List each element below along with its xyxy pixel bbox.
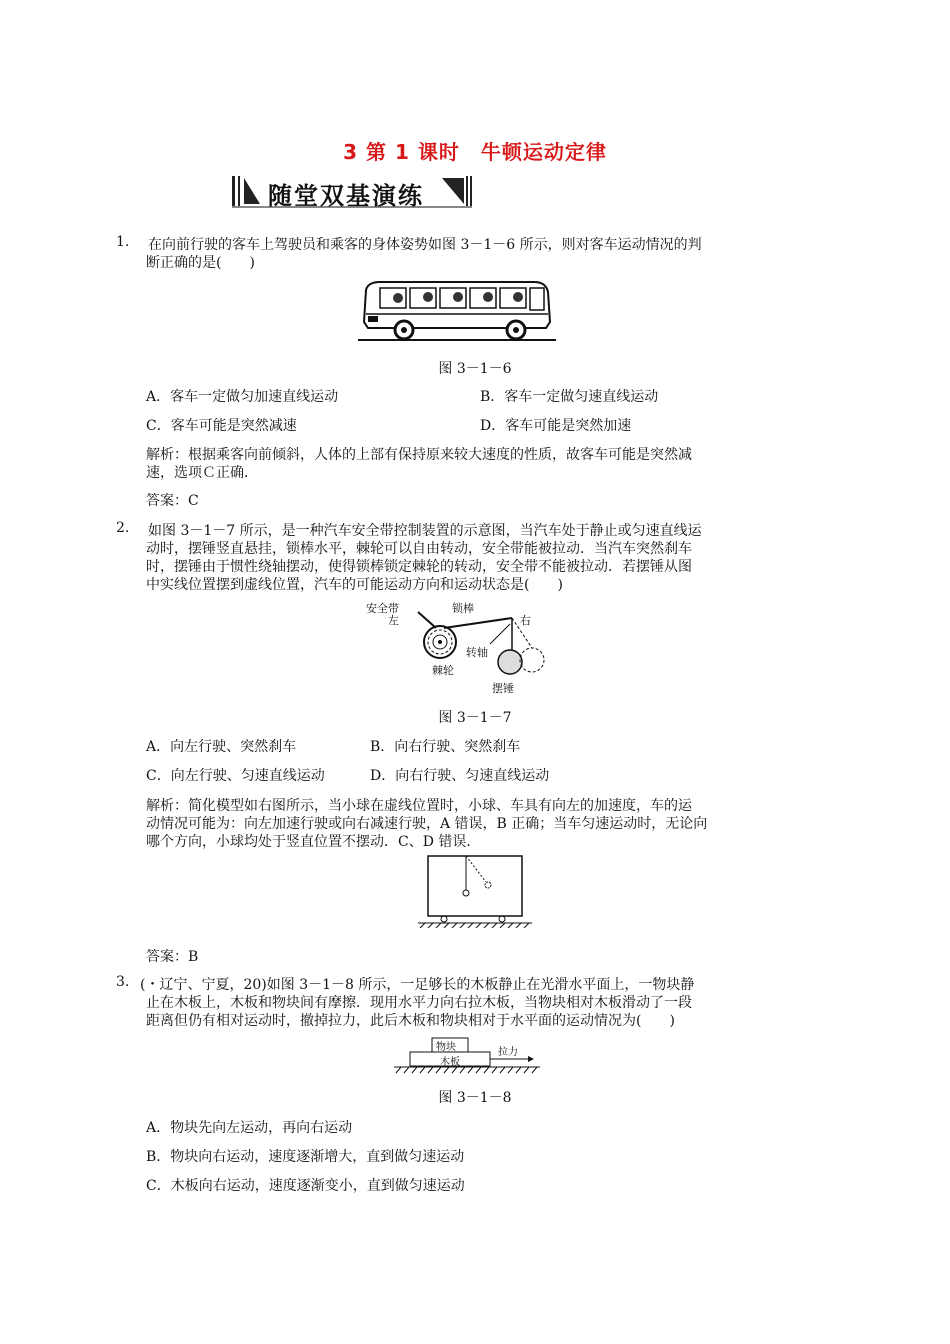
q2-analysis-line1: 解析：简化模型如右图所示，当小球在虚线位置时，小球、车具有向左的加速度，车的运 bbox=[146, 798, 692, 814]
q1-option-a: A．客车一定做匀加速直线运动 bbox=[146, 389, 339, 405]
section-banner bbox=[232, 174, 472, 208]
question-2-text-line2: 动时，摆锤竖直悬挂，锁棒水平，棘轮可以自由转动，安全带能被拉动．当汽车突然刹车 bbox=[146, 541, 692, 557]
question-2-text-line4: 中实线位置摆到虚线位置，汽车的可能运动方向和运动状态是( ) bbox=[146, 577, 563, 593]
question-1-text-line1: 在向前行驶的客车上驾驶员和乘客的身体姿势如图 3－1－6 所示，则对客车运动情况的判 bbox=[148, 237, 702, 253]
q1-analysis-line2: 速，选项Ｃ正确． bbox=[146, 465, 258, 481]
label-seatbelt: 安全带 bbox=[366, 602, 399, 615]
banner-title: 随堂双基演练 bbox=[268, 182, 424, 210]
label-board: 木板 bbox=[440, 1057, 460, 1068]
question-2-text-line3: 时，摆锤由于惯性绕轴摆动，使得锁棒锁定棘轮的转动，安全带不能被拉动．若摆锤从图 bbox=[146, 559, 692, 575]
question-2-number: 2. bbox=[116, 520, 130, 536]
q1-analysis-line1: 解析：根据乘客向前倾斜，人体的上部有保持原来较大速度的性质，故客车可能是突然减 bbox=[146, 447, 692, 463]
question-1-text-line2: 断正确的是( ) bbox=[146, 255, 255, 271]
question-2-text-line1: 如图 3－1－7 所示，是一种汽车安全带控制装置的示意图，当汽车处于静止或匀速直线运 bbox=[148, 523, 702, 539]
q2-analysis-line3: 哪个方向，小球均处于竖直位置不摆动．C、D 错误． bbox=[146, 834, 481, 850]
seatbelt-figure bbox=[360, 598, 550, 694]
q3-option-b: B．物块向右运动，速度逐渐增大，直到做匀速运动 bbox=[146, 1149, 465, 1165]
q2-option-a: A．向左行驶、突然刹车 bbox=[146, 739, 297, 755]
label-block: 物块 bbox=[436, 1042, 456, 1053]
bus-figure bbox=[358, 278, 556, 344]
pendulum-car-figure bbox=[418, 852, 532, 928]
q2-option-d: D．向右行驶、匀速直线运动 bbox=[370, 768, 550, 784]
question-3-number: 3. bbox=[116, 974, 130, 990]
block-board-figure bbox=[392, 1036, 542, 1076]
q2-answer: 答案：B bbox=[146, 949, 199, 965]
question-3-text-line1: (・辽宁、宁夏，20)如图 3－1－8 所示，一足够长的木板静止在光滑水平面上，一物块静 bbox=[140, 977, 695, 993]
q3-option-c: C．木板向右运动，速度逐渐变小，直到做匀速运动 bbox=[146, 1178, 465, 1194]
label-pull-force: 拉力 bbox=[498, 1047, 518, 1058]
q2-option-b: B．向右行驶、突然刹车 bbox=[370, 739, 521, 755]
label-right: 右 bbox=[520, 614, 531, 627]
q3-option-a: A．物块先向左运动，再向右运动 bbox=[146, 1120, 353, 1136]
page-title: 3 第 1 课时 牛顿运动定律 bbox=[343, 140, 607, 164]
question-3-text-line2: 止在木板上，木板和物块间有摩擦．现用水平力向右拉木板，当物块相对木板滑动了一段 bbox=[146, 995, 692, 1011]
block-board-diagram-icon bbox=[392, 1036, 542, 1076]
label-pendulum: 摆锤 bbox=[492, 682, 514, 695]
figure-1-caption: 图 3－1－6 bbox=[438, 361, 512, 377]
q2-option-c: C．向左行驶、匀速直线运动 bbox=[146, 768, 325, 784]
q1-answer: 答案：C bbox=[146, 493, 199, 509]
q1-option-c: C．客车可能是突然减速 bbox=[146, 418, 297, 434]
figure-2-caption: 图 3－1－7 bbox=[438, 710, 512, 726]
label-lock-bar: 锁棒 bbox=[452, 602, 474, 615]
q1-option-d: D．客车可能是突然加速 bbox=[480, 418, 632, 434]
label-left: 左 bbox=[388, 614, 399, 627]
figure-3-caption: 图 3－1－8 bbox=[438, 1090, 512, 1106]
question-3-text-line3: 距离但仍有相对运动时，撤掉拉力，此后木板和物块相对于水平面的运动情况为( ) bbox=[146, 1013, 675, 1029]
q2-analysis-line2: 动情况可能为：向左加速行驶或向右减速行驶，A 错误，B 正确；当车匀速运动时，无论向 bbox=[146, 816, 708, 832]
question-1-number: 1. bbox=[116, 234, 130, 250]
label-ratchet: 棘轮 bbox=[432, 664, 454, 677]
q1-option-b: B．客车一定做匀速直线运动 bbox=[480, 389, 659, 405]
label-axis: 转轴 bbox=[466, 646, 488, 659]
